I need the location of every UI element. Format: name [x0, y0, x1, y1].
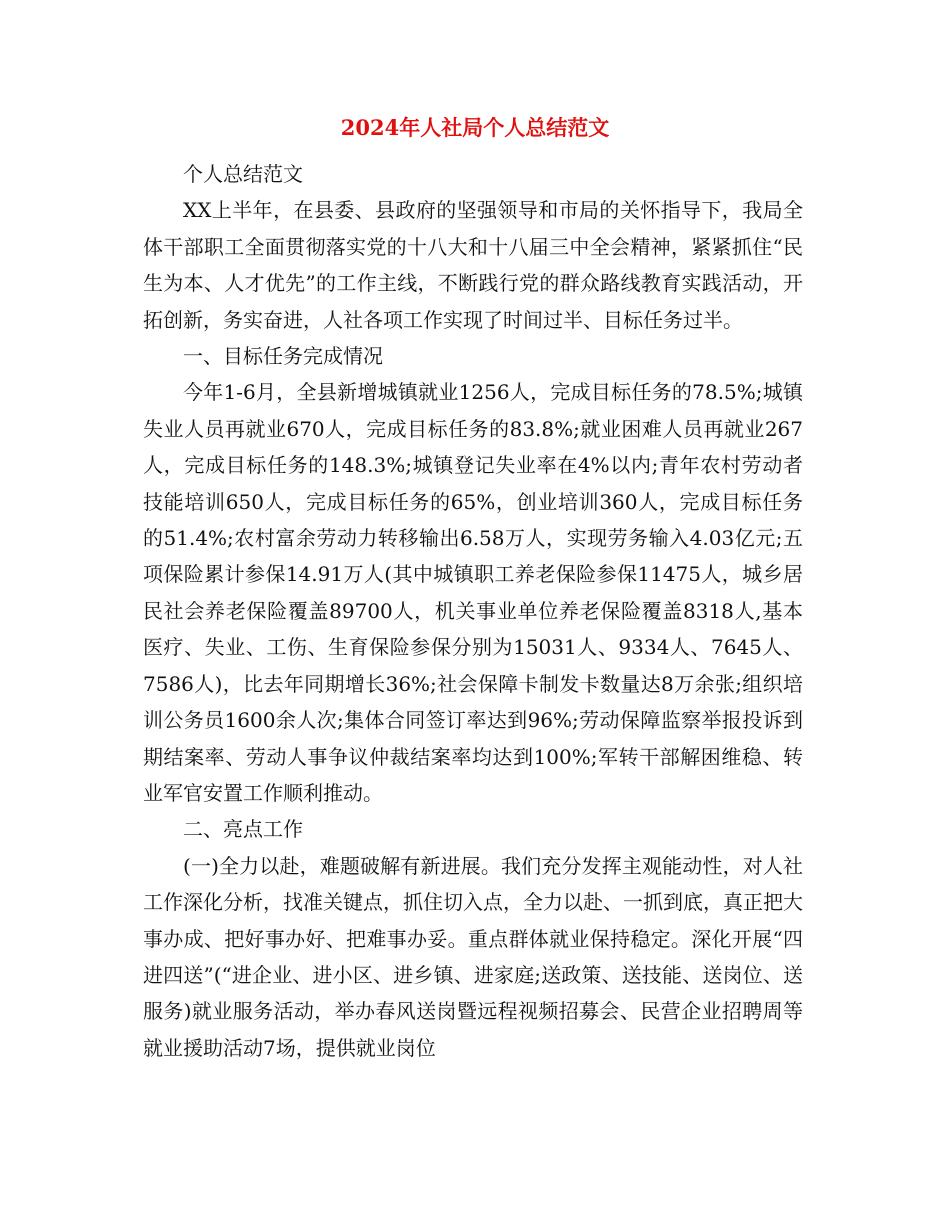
section-heading-1: 一、目标任务完成情况 — [183, 344, 383, 369]
document-title: 2024年人社局个人总结范文 — [340, 115, 610, 140]
section-heading-2: 二、亮点工作 — [183, 817, 303, 842]
section-paragraph-2: (一)全力以赴，难题破解有新进展。我们充分发挥主观能动性，对人社工作深化分析，找准关键点，抓住切入点，全力以赴、一抓到底，真正把大事办成、把好事办好、把难事办妥。重点群体就业保持稳定。深化开展“四进四送”(“进企业、进小区、进乡镇、进家庭;送政策、送技能、送岗位、送服务)就业服务活动，举办春风送岗暨远程视频招募会、民营企业招聘周等就业援助活动7场，提供就业岗位 — [143, 853, 803, 1060]
intro-paragraph: XX上半年，在县委、县政府的坚强领导和市局的关怀指导下，我局全体干部职工全面贯彻落实党的十八大和十八届三中全会精神，紧紧抓住“民生为本、人才优先”的工作主线，不断践行党的群众路线教育实践活动，开拓创新，务实奋进，人社各项工作实现了时间过半、目标任务过半。 — [143, 198, 803, 332]
section-paragraph-1: 今年1-6月，全县新增城镇就业1256人，完成目标任务的78.5%;城镇失业人员再就业670人，完成目标任务的83.8%;就业困难人员再就业267人，完成目标任务的148.3%;城镇登记失业率在4%以内;青年农村劳动者技能培训650人，完成目标任务的65%，创业培训360人，完成目标任务的51.4%;农村富余劳动力转移输出6.58万人，实现劳务输入4.03亿元;五项保险累计参保14.91万人(其中城镇职工养老保险参保11475人，城乡居民社会养老保险覆盖89700人，机关事业单位养老保险覆盖8318人,基本医疗、失业、工伤、生育保险参保分别为15031人、9334人、7645人、7586人)，比去年同期增长36%;社会保障卡制发卡数量达8万余张;组织培训公务员1600余人次;集体合同签订率达到96%;劳动保障监察举报投诉到期结案率、劳动人事争议仲裁结案率均达到100%;军转干部解困维稳、转业军官安置工作顺利推动。 — [143, 380, 803, 805]
document-body — [143, 156, 803, 1066]
subtitle: 个人总结范文 — [183, 162, 303, 186]
